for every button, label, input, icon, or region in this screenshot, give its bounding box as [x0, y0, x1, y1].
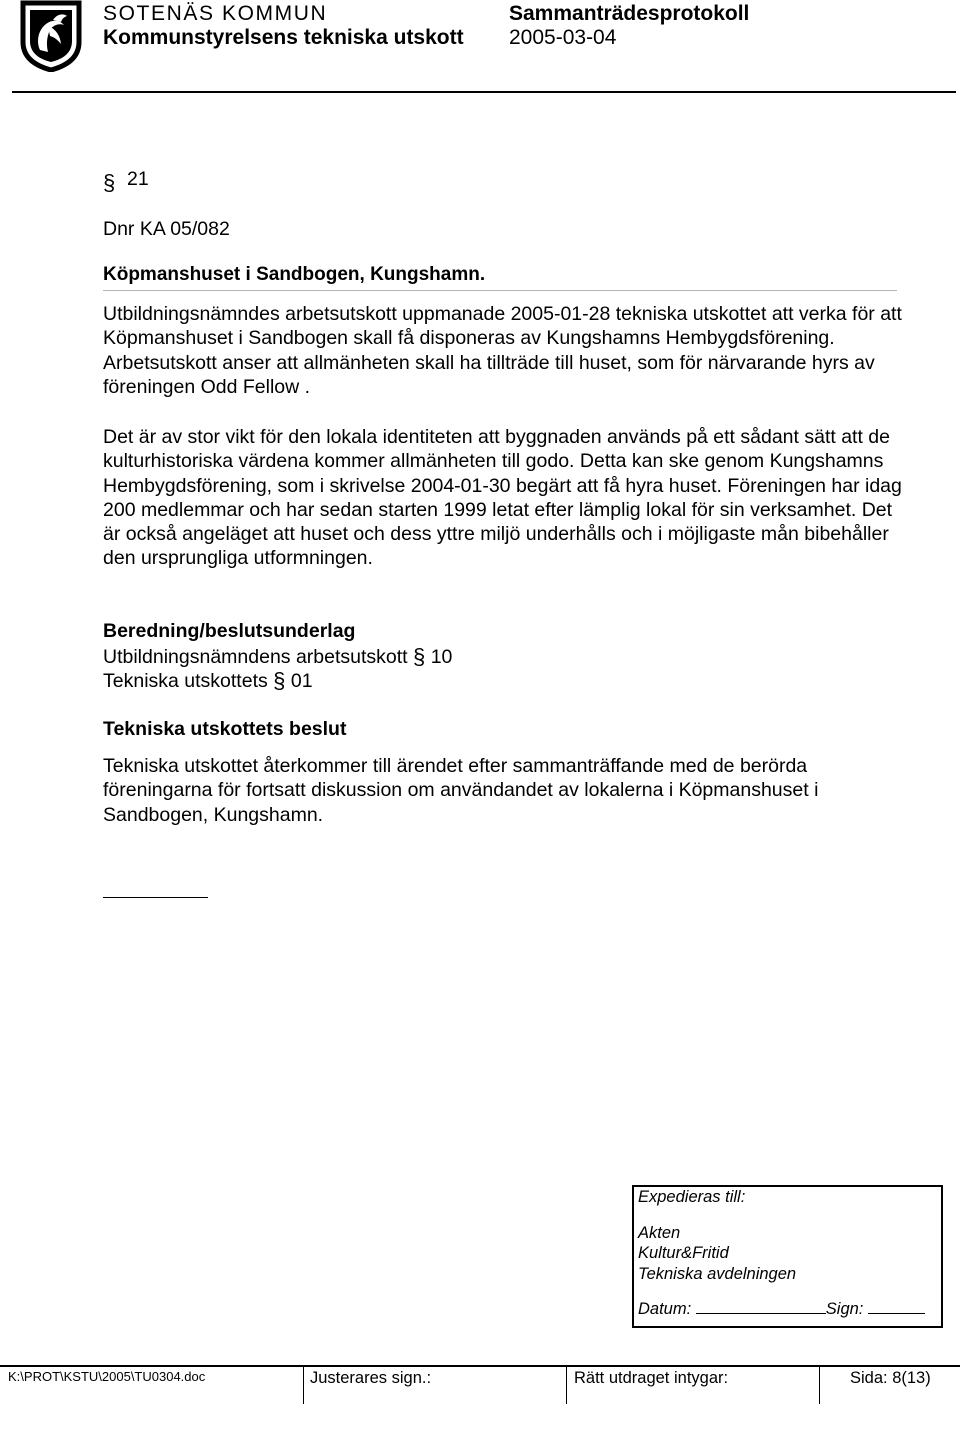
meeting-date: 2005-03-04 [509, 26, 617, 49]
footer-separator [566, 1366, 567, 1404]
paragraph-mark: § [103, 170, 116, 195]
preparation-heading: Beredning/beslutsunderlag [103, 620, 356, 642]
distribution-recipient: Akten [638, 1224, 681, 1242]
footer-separator [303, 1366, 304, 1404]
body-paragraph: Det är av stor vikt för den lokala identiteten att byggnaden används på ett sådant sätt att de kulturhistoriska värdena kommer allmänheten till godo. Detta kan ske genom Kungshamns Hembygdsförening, som i skrivelse 2004-01-30 begärt att få hyra huset. Föreningen har idag 200 medlemmar och har sedan starten 1999 letat efter lämplig lokal för sin verksamhet. Det är också angeläget att huset och dess yttre miljö underhålls och i möjligaste mån bibehåller den ursprungliga utformningen. [103, 426, 902, 570]
verified-signature-label: Justerares sign.: [310, 1369, 432, 1387]
date-line [696, 1299, 826, 1314]
title-divider [103, 290, 897, 291]
preparation-reference-text: Tekniska utskottets [103, 670, 268, 692]
decision-heading: Tekniska utskottets beslut [103, 718, 347, 740]
paragraph-number: 21 [127, 168, 149, 190]
document-type: Sammanträdesprotokoll [509, 2, 750, 25]
distribution-recipient: Kultur&Fritid [638, 1244, 729, 1262]
section-mark: § [273, 668, 286, 693]
header-divider [12, 91, 956, 93]
end-rule [103, 897, 208, 898]
distribution-heading: Expedieras till: [638, 1188, 746, 1206]
sotenas-coat-of-arms-icon [20, 0, 82, 72]
preparation-reference-text: Utbildningsnämndens arbetsutskott [103, 646, 408, 668]
preparation-reference [103, 645, 452, 669]
sign-label: Sign: [825, 1300, 864, 1318]
case-title: Köpmanshuset i Sandbogen, Kungshamn. [103, 264, 486, 285]
preparation-reference [103, 669, 313, 693]
footer-separator [819, 1366, 820, 1404]
distribution-signature-row [638, 1299, 925, 1319]
page-number: Sida: 8(13) [850, 1369, 931, 1387]
file-path: K:\PROT\KSTU\2005\TU0304.doc [8, 1369, 206, 1384]
committee-name: Kommunstyrelsens tekniska utskott [103, 26, 464, 49]
date-label: Datum: [638, 1300, 692, 1318]
section-mark: § [413, 644, 426, 669]
preparation-reference-number: 10 [430, 646, 453, 668]
sign-line [868, 1299, 925, 1314]
certified-extract-label: Rätt utdraget intygar: [574, 1369, 729, 1387]
distribution-recipient: Tekniska avdelningen [638, 1265, 797, 1283]
diary-number: Dnr KA 05/082 [103, 218, 230, 240]
decision-text: Tekniska utskottet återkommer till ärendet efter sammanträffande med de berörda föreningarna för fortsatt diskussion om användandet av lokalerna i Köpmanshuset i Sandbogen, Kungshamn. [103, 755, 819, 826]
preparation-reference-number: 01 [290, 670, 313, 692]
footer-divider [0, 1365, 960, 1367]
organization-name: SOTENÄS KOMMUN [103, 2, 328, 25]
body-paragraph: Utbildningsnämndes arbetsutskott uppmanade 2005-01-28 tekniska utskottet att verka för att Köpmanshuset i Sandbogen skall få disponeras av Kungshamns Hembygdsförening. Arbetsutskott anser att allmänheten skall ha tillträde till huset, som för närvarande hyrs av föreningen Odd Fellow . [103, 303, 902, 398]
